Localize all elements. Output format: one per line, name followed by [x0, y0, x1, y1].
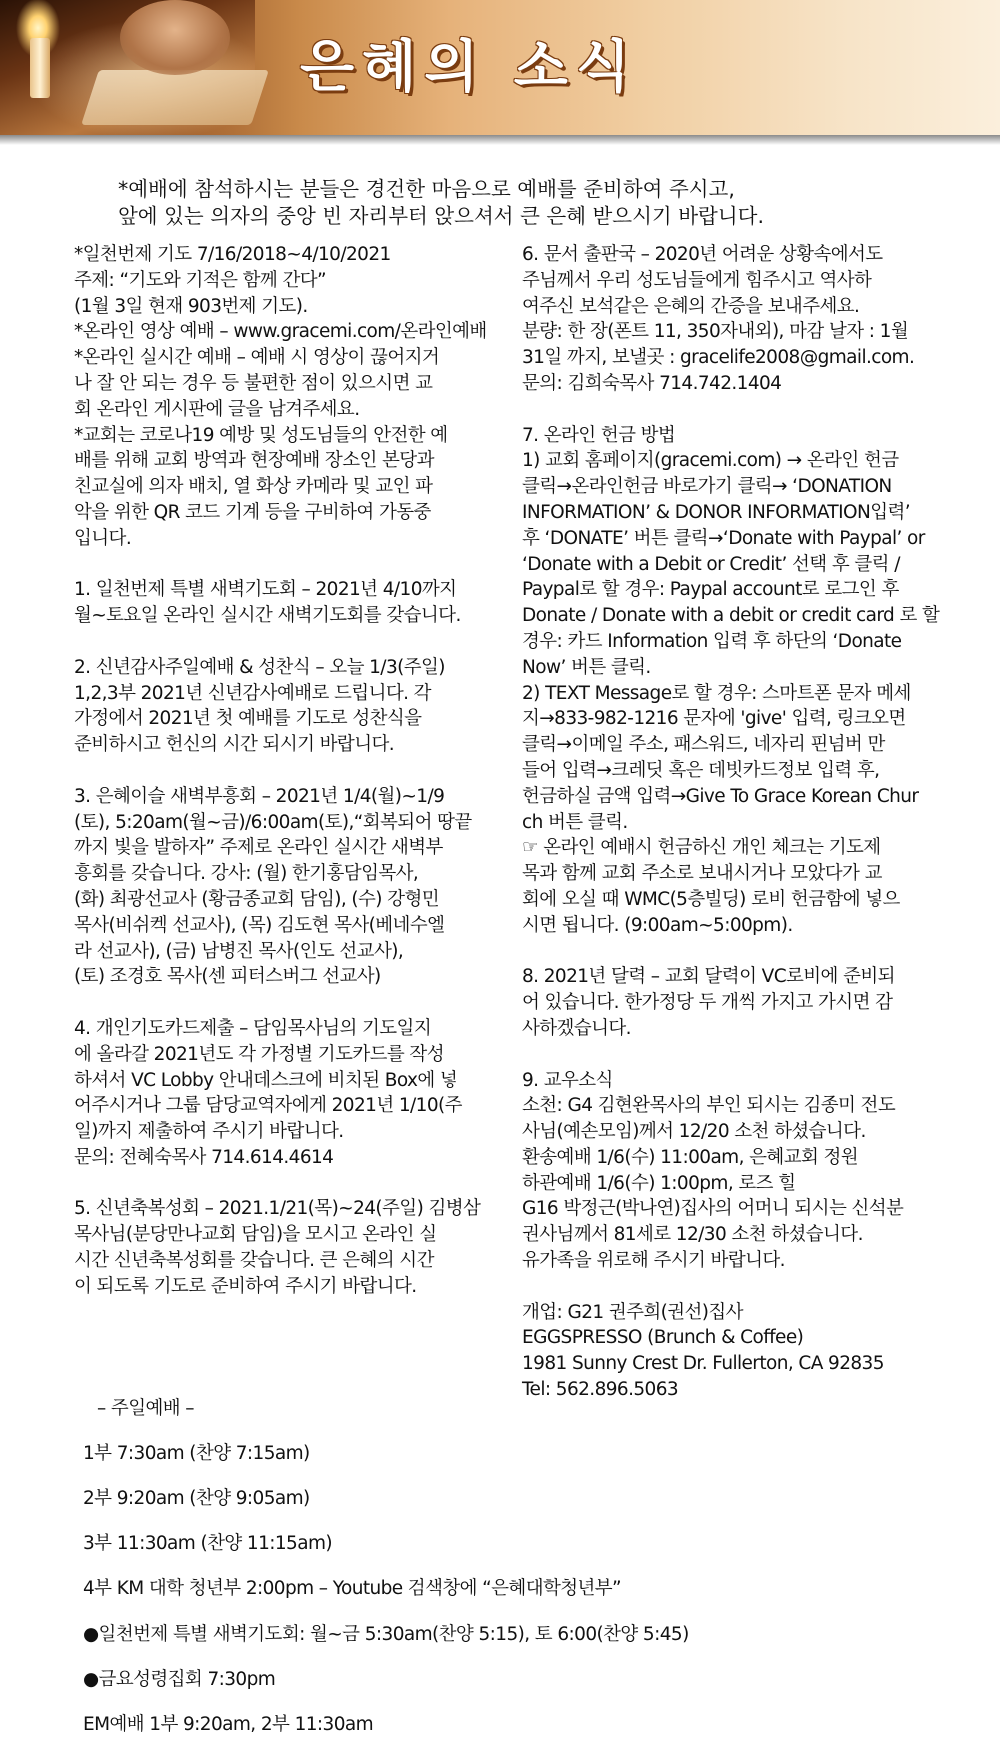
announcement-2: 2. 신년감사주일예배 & 성찬식 – 오늘 1/3(주일) 1,2,3부 2021년 신년감사예배로 드립니다. 각 가정에서 2021년 첫 예배를 기도로 성찬식을 준비하시고 헌신의 시간 되시기 바랍니다.: [74, 656, 445, 756]
schedule-line: ●일천번제 특별 새벽기도회: 월~금 5:30am(찬양 5:15), 토 6:00(찬양 5:45): [83, 1623, 689, 1645]
announcement-5: 5. 신년축복성회 – 2021.1/21(목)~24(주일) 김병삼 목사님(분당만나교회 담임)을 모시고 온라인 실 시간 신년축복성회를 갖습니다. 큰 은혜의 시간 이 되도록 기도로 준비하여 주시기 바랍니다.: [74, 1198, 481, 1297]
schedule-line: 1부 7:30am (찬양 7:15am): [83, 1442, 310, 1464]
worship-notice: *예배에 참석하시는 분들은 경건한 마음으로 예배를 준비하여 주시고, 앞에 있는 의자의 중앙 빈 자리부터 앉으셔서 큰 은혜 받으시기 바랍니다.: [118, 177, 764, 228]
right-column: [522, 242, 962, 1403]
announcement-1: 1. 일천번제 특별 새벽기도회 – 2021년 4/10까지 월~토요일 온라인 실시간 새벽기도회를 갖습니다.: [74, 579, 461, 627]
general-announcements: *일천번제 기도 7/16/2018~4/10/2021 주제: “기도와 기적은 함께 간다” (1월 3일 현재 903번제 기도). *온라인 영상 예배 – www.gracemi.com/온라인예배 *온라인 실시간 예배 – 예배 시 영상이 끊어지거 나 잘 안 되는 경우 등 불편한 점이 있으시면 교 회 온라인 게시판에 글을 남겨주세요. *교회는 코로나19 예방 및 성도님들의 안전한 예 배를 위해 교회 방역과 현장예배 장소인 본당과 친교실에 의자 배치, 열 화상 카메라 및 교인 파 악을 위한 QR 코드 기계 등을 구비하여 가동중 입니다.: [74, 244, 487, 549]
praying-hands-icon: [120, 0, 230, 75]
announcement-4: 4. 개인기도카드제출 – 담임목사님의 기도일지 에 올라갈 2021년도 각 가정별 기도카드를 작성 하셔서 VC Lobby 안내데스크에 비치된 Box에 넣 어주시거나 그룹 담당교역자에게 2021년 1/10(주 일)까지 제출하여 주시기 바랍니다. 문의: 전혜숙목사 714.614.4614: [74, 1017, 462, 1168]
schedule-heading: – 주일예배 –: [97, 1397, 194, 1419]
prayer-candle-photo: [0, 0, 255, 135]
header-banner: [0, 0, 1000, 135]
announcement-7: 7. 온라인 헌금 방법 1) 교회 홈페이지(gracemi.com) → 온라인 헌금 클릭→온라인헌금 바로가기 클릭→ ‘DONATION INFORMATION’ & DONOR INFORMATION입력’ 후 ‘DONATE’ 버튼 클릭→‘Donate with Paypal’ or ‘Donate with a Debit or Credit’ 선택 후 클릭 / Paypal로 할 경우: Paypal account로 로그인 후 Donate / Donate with a debit or credit card 로 할 경우: 카드 Information 입력 후 하단의 ‘Donate Now’ 버튼 클릭. 2) TEXT Message로 할 경우: 스마트폰 문자 메세 지→833-982-1216 문자에 'give' 입력, 링크오면 클릭→이메일 주소, 패스워드, 네자리 핀넘버 만 들어 입력→크레딧 혹은 데빗카드정보 입력 후, 헌금하실 금액 입력→Give To Grace Korean Chur ch 버튼 클릭. ☞ 온라인 예배시 헌금하신 개인 체크는 기도제 목과 함께 교회 주소로 보내시거나 모았다가 교 회에 오실 때 WMC(5층빌딩) 로비 헌금함에 넣으 시면 됩니다. (9:00am~5:00pm).: [522, 424, 940, 936]
announcement-3: 3. 은혜이슬 새벽부흥회 – 2021년 1/4(월)~1/9 (토), 5:20am(월~금)/6:00am(토),“회복되어 땅끝 까지 빛을 발하자” 주제로 온라인 실시간 새벽부 흥회를 갖습니다. 강사: (월) 한기홍담임목사, (화) 최광선교사 (황금종교회 담임), (수) 강형민 목사(비쉬켁 선교사), (목) 김도현 목사(베네수엘 라 선교사), (금) 남병진 목사(인도 선교사), (토) 조경호 목사(센 피터스버그 선교사): [74, 785, 472, 988]
bible-icon: [81, 70, 269, 125]
schedule-line: 2부 9:20am (찬양 9:05am): [83, 1487, 310, 1509]
announcement-8: 8. 2021년 달력 – 교회 달력이 VC로비에 준비되 어 있습니다. 한가정당 두 개씩 가지고 가시면 감 사하겠습니다.: [522, 966, 895, 1039]
schedule-line: ●금요성령집회 7:30pm: [83, 1668, 276, 1690]
schedule-line: EM예배 1부 9:20am, 2부 11:30am: [83, 1713, 374, 1735]
page-title: 은혜의 소식: [300, 34, 638, 100]
announcement-6: 6. 문서 출판국 – 2020년 어려운 상황속에서도 주님께서 우리 성도님들에게 힘주시고 역사하 여주신 보석같은 은혜의 간증을 보내주세요. 분량: 한 장(폰트 11, 350자내외), 마감 날자 : 1월 31일 까지, 보낼곳 : gracelife2008@gmail.com. 문의: 김희숙목사 714.742.1404: [522, 244, 915, 394]
business-opening: 개업: G21 권주희(권선)집사 EGGSPRESSO (Brunch & Coffee) 1981 Sunny Crest Dr. Fullerton, CA 92835 Tel: 562.896.5063: [522, 1301, 884, 1401]
schedule-line: 4부 KM 대학 청년부 2:00pm – Youtube 검색창에 “은혜대학청년부”: [83, 1578, 622, 1600]
left-column: [74, 242, 507, 1300]
header-divider: [0, 135, 1000, 145]
candle-icon: [30, 38, 50, 98]
worship-schedule: [83, 1375, 963, 1759]
announcement-9: 9. 교우소식 소천: G4 김현완목사의 부인 되시는 김종미 전도 사님(예손모임)께서 12/20 소천 하셨습니다. 환송예배 1/6(수) 11:00am, 은혜교회 정원 하관예배 1/6(수) 1:00pm, 로즈 힐 G16 박정근(박나연)집사의 어머니 되시는 신석분 권사님께서 81세로 12/30 소천 하셨습니다. 유가족을 위로해 주시기 바랍니다.: [522, 1069, 904, 1272]
schedule-line: 3부 11:30am (찬양 11:15am): [83, 1533, 333, 1555]
